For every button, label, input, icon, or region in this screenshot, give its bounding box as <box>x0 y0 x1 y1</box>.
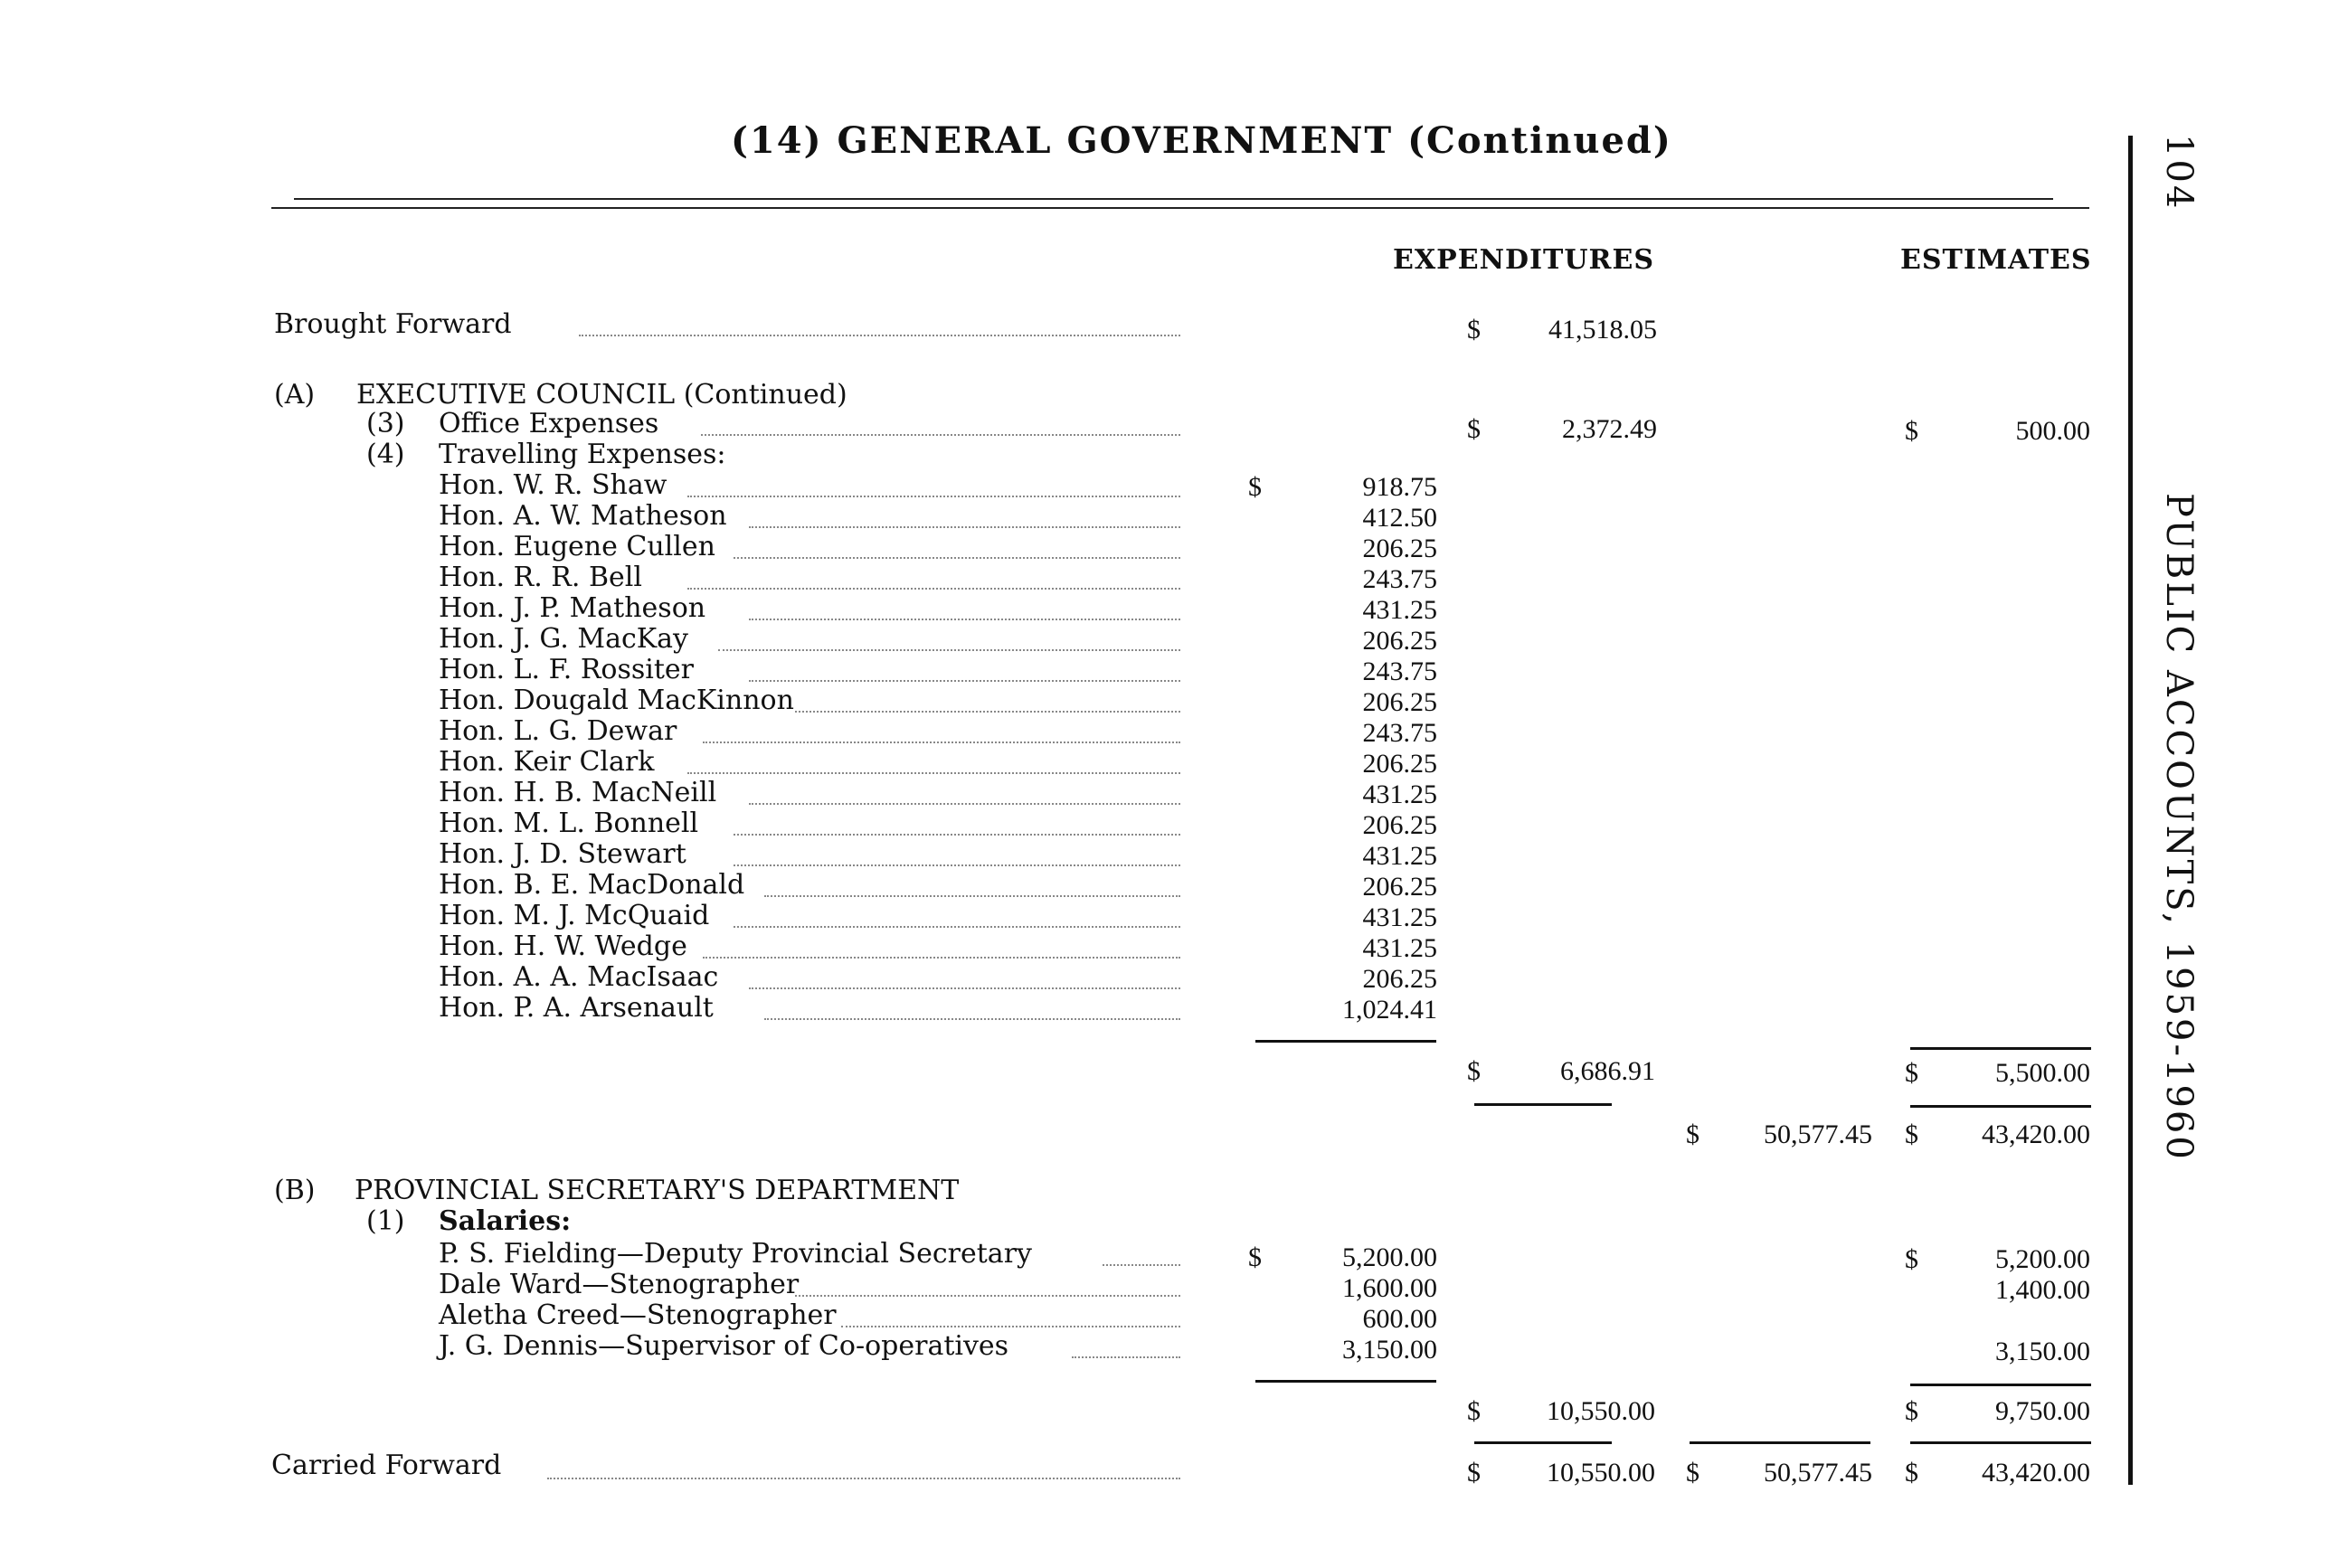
side-title: PUBLIC ACCOUNTS, 1959-1960 <box>2158 493 2200 1162</box>
dollar-sign: $ <box>1467 315 1481 345</box>
travel-item-name: Hon. H. B. MacNeill <box>439 777 717 808</box>
travel-item-amount: 431.25 <box>1362 902 1437 932</box>
travel-item-name: Hon. R. R. Bell <box>439 562 642 593</box>
salary-item-estimate: 5,200.00 <box>1995 1244 2090 1274</box>
office-marker: (3) <box>366 408 405 439</box>
travel-estimate: 5,500.00 <box>1995 1058 2090 1088</box>
travel-subtotal: 6,686.91 <box>1560 1056 1655 1086</box>
dot-leader <box>701 434 1180 436</box>
margin-bar <box>2128 136 2133 1485</box>
dollar-sign: $ <box>1905 1458 1918 1488</box>
dot-leader <box>718 649 1180 651</box>
travel-item-amount: 243.75 <box>1362 718 1437 748</box>
dollar-sign: $ <box>1905 416 1918 446</box>
carried-forward-estimate: 43,420.00 <box>1982 1458 2090 1488</box>
travel-item-amount: 431.25 <box>1362 779 1437 809</box>
travel-item-amount: 431.25 <box>1362 841 1437 871</box>
carried-forward-subtotal: 10,550.00 <box>1547 1458 1655 1488</box>
dollar-sign: $ <box>1686 1458 1699 1488</box>
travel-item-name: Hon. L. G. Dewar <box>439 715 677 747</box>
sum-rule <box>1474 1103 1612 1106</box>
sum-rule <box>1474 1441 1612 1444</box>
travel-item-amount: 206.25 <box>1362 626 1437 656</box>
dollar-sign: $ <box>1248 472 1262 502</box>
dot-leader <box>749 987 1180 989</box>
dot-leader <box>1072 1356 1180 1358</box>
dollar-sign: $ <box>1467 414 1481 444</box>
travel-item-name: Hon. J. G. MacKay <box>439 623 689 655</box>
dollar-sign: $ <box>1467 1458 1481 1488</box>
brought-forward-amount: 41,518.05 <box>1548 315 1657 345</box>
salary-item-estimate: 3,150.00 <box>1995 1337 2090 1366</box>
salaries-estimate: 9,750.00 <box>1995 1396 2090 1426</box>
dot-leader <box>734 926 1180 928</box>
dot-leader <box>734 557 1180 559</box>
travel-marker: (4) <box>366 439 405 470</box>
dollar-sign: $ <box>1905 1058 1918 1088</box>
dollar-sign: $ <box>1905 1119 1918 1149</box>
dot-leader <box>687 588 1180 590</box>
travel-item-name: Hon. P. A. Arsenault <box>439 992 714 1024</box>
travel-item-amount: 206.25 <box>1362 964 1437 994</box>
salary-item-name: P. S. Fielding—Deputy Provincial Secretary <box>439 1238 1032 1270</box>
section-b-title: PROVINCIAL SECRETARY'S DEPARTMENT <box>355 1175 960 1206</box>
section-a-title: EXECUTIVE COUNCIL (Continued) <box>356 379 847 411</box>
section-a-total-estimate: 43,420.00 <box>1982 1119 2090 1149</box>
sum-rule <box>1255 1040 1436 1043</box>
expenditures-heading: EXPENDITURES <box>1393 244 1654 276</box>
dot-leader <box>703 957 1180 959</box>
office-label: Office Expenses <box>439 408 659 439</box>
travel-item-amount: 412.50 <box>1362 503 1437 533</box>
travel-item-name: Hon. M. J. McQuaid <box>439 900 710 931</box>
sum-rule <box>1910 1384 2091 1386</box>
travel-item-amount: 206.25 <box>1362 872 1437 902</box>
travel-item-amount: 206.25 <box>1362 749 1437 779</box>
dot-leader <box>764 895 1180 897</box>
office-estimate: 500.00 <box>2015 416 2090 446</box>
travel-item-name: Hon. H. W. Wedge <box>439 930 687 962</box>
salary-item-amount: 5,200.00 <box>1342 1242 1437 1272</box>
travel-item-amount: 918.75 <box>1362 472 1437 502</box>
dollar-sign: $ <box>1905 1244 1918 1274</box>
dot-leader <box>1103 1264 1180 1266</box>
travel-item-name: Hon. A. W. Matheson <box>439 500 727 532</box>
travel-item-amount: 243.75 <box>1362 656 1437 686</box>
dollar-sign: $ <box>1467 1056 1481 1086</box>
dollar-sign: $ <box>1905 1396 1918 1426</box>
travel-item-amount: 206.25 <box>1362 534 1437 563</box>
salary-item-amount: 3,150.00 <box>1342 1335 1437 1365</box>
salaries-marker: (1) <box>366 1205 405 1237</box>
travel-item-name: Hon. A. A. MacIsaac <box>439 961 719 993</box>
salaries-subtotal: 10,550.00 <box>1547 1396 1655 1426</box>
sum-rule <box>1910 1047 2091 1050</box>
section-a-total: 50,577.45 <box>1764 1119 1872 1149</box>
travel-item-name: Hon. M. L. Bonnell <box>439 808 699 839</box>
travel-item-amount: 243.75 <box>1362 564 1437 594</box>
salary-item-amount: 600.00 <box>1362 1304 1437 1334</box>
dot-leader <box>749 803 1180 805</box>
sum-rule <box>1690 1441 1870 1444</box>
dot-leader <box>687 772 1180 774</box>
title-rule-top <box>294 198 2053 200</box>
travel-label: Travelling Expenses: <box>439 439 726 470</box>
travel-item-name: Hon. Keir Clark <box>439 746 655 778</box>
travel-item-amount: 206.25 <box>1362 687 1437 717</box>
dot-leader <box>749 526 1180 528</box>
travel-item-name: Hon. J. P. Matheson <box>439 592 706 624</box>
salary-item-name: Aletha Creed—Stenographer <box>439 1299 837 1331</box>
salary-item-name: Dale Ward—Stenographer <box>439 1269 800 1300</box>
dot-leader <box>547 1478 1180 1479</box>
travel-item-name: Hon. L. F. Rossiter <box>439 654 695 685</box>
page-number: 104 <box>2158 134 2200 212</box>
travel-item-amount: 1,024.41 <box>1342 995 1437 1025</box>
dollar-sign: $ <box>1467 1396 1481 1426</box>
dot-leader <box>795 711 1180 713</box>
carried-forward-total: 50,577.45 <box>1764 1458 1872 1488</box>
dot-leader <box>703 741 1180 743</box>
carried-forward-label: Carried Forward <box>271 1450 502 1481</box>
dot-leader <box>795 1295 1180 1297</box>
sum-rule <box>1910 1105 2091 1108</box>
travel-item-amount: 431.25 <box>1362 595 1437 625</box>
section-a-marker: (A) <box>274 379 316 411</box>
travel-item-amount: 206.25 <box>1362 810 1437 840</box>
salary-item-name: J. G. Dennis—Supervisor of Co-operatives <box>439 1330 1009 1362</box>
dot-leader <box>749 680 1180 682</box>
dollar-sign: $ <box>1248 1242 1262 1272</box>
sum-rule <box>1255 1380 1436 1383</box>
travel-item-amount: 431.25 <box>1362 933 1437 963</box>
section-b-marker: (B) <box>274 1175 316 1206</box>
page-title: (14) GENERAL GOVERNMENT (Continued) <box>731 119 1672 162</box>
dot-leader <box>764 1018 1180 1020</box>
dot-leader <box>734 864 1180 866</box>
brought-forward-label: Brought Forward <box>274 308 512 340</box>
travel-item-name: Hon. J. D. Stewart <box>439 838 686 870</box>
travel-item-name: Hon. B. E. MacDonald <box>439 869 745 901</box>
dot-leader <box>579 335 1180 336</box>
salary-item-amount: 1,600.00 <box>1342 1273 1437 1303</box>
dot-leader <box>749 619 1180 620</box>
salaries-label: Salaries: <box>439 1205 572 1237</box>
travel-item-name: Hon. Dougald MacKinnon <box>439 685 794 716</box>
travel-item-name: Hon. W. R. Shaw <box>439 469 667 501</box>
travel-item-name: Hon. Eugene Cullen <box>439 531 715 562</box>
title-rule-bottom <box>271 207 2089 209</box>
estimates-heading: ESTIMATES <box>1900 244 2092 276</box>
salary-item-estimate: 1,400.00 <box>1995 1275 2090 1305</box>
dot-leader <box>841 1326 1180 1327</box>
office-amount: 2,372.49 <box>1562 414 1657 444</box>
sum-rule <box>1910 1441 2091 1444</box>
dot-leader <box>687 496 1180 497</box>
dollar-sign: $ <box>1686 1119 1699 1149</box>
dot-leader <box>734 834 1180 836</box>
